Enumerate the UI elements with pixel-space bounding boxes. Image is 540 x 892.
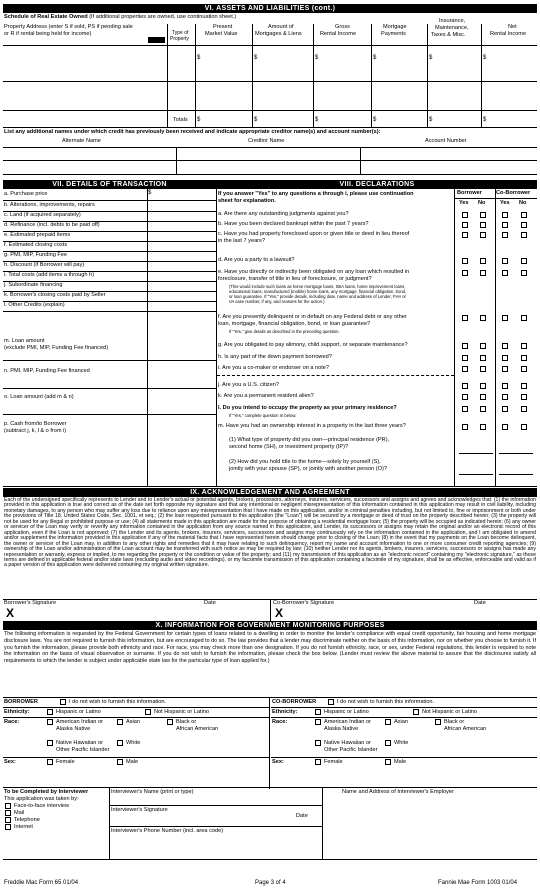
method-checkbox[interactable]	[5, 824, 11, 830]
hawaiian-label: Other Pacific Islander	[56, 747, 110, 753]
section10-header: X. INFORMATION FOR GOVERNMENT MONITORING PURPOSES	[3, 621, 537, 630]
checkbox[interactable]	[480, 424, 486, 430]
checkbox[interactable]	[462, 315, 468, 321]
checkbox[interactable]	[502, 383, 508, 389]
section6-header: VI. ASSETS AND LIABILITIES (cont.)	[3, 4, 537, 13]
col-type-2: Property	[170, 36, 189, 42]
declaration-question: in the last 7 years?	[218, 238, 265, 244]
coborrower-signature-label: Co-Borrower's Signature	[273, 600, 335, 606]
checkbox[interactable]	[521, 270, 527, 276]
dollar: $	[315, 117, 319, 123]
checkbox[interactable]	[480, 222, 486, 228]
demographics-heading: CO-BORROWER	[272, 699, 317, 705]
footer-right: Fannie Mae Form 1003 01/04	[438, 880, 518, 886]
not-hispanic-label: Not Hispanic or Latino	[422, 709, 478, 715]
col-address-1: Property Address (enter S if sold, PS if pending sale	[4, 24, 133, 30]
declaration-question: d. Are you a party to a lawsuit?	[218, 257, 295, 263]
declaration-question: b. Have you been declared bankrupt within the past 7 years?	[218, 221, 369, 227]
checkbox[interactable]	[521, 222, 527, 228]
checkbox[interactable]	[521, 394, 527, 400]
asian-checkbox[interactable]	[385, 719, 391, 725]
hispanic-checkbox[interactable]	[47, 709, 53, 715]
black-label: African American	[176, 726, 219, 732]
checkbox[interactable]	[502, 394, 508, 400]
sex-label: Sex:	[272, 759, 284, 765]
hispanic-label: Hispanic or Latino	[56, 709, 101, 715]
checkbox[interactable]	[480, 270, 486, 276]
transaction-item-label: h. Discount (if Borrower will pay)	[4, 262, 85, 268]
declaration-question: loan, mortgage, financial obligation, bond, or loan guarantee?	[218, 321, 371, 327]
transaction-amount-field[interactable]	[148, 261, 215, 271]
schedule-heading: Schedule of Real Estate Owned	[4, 14, 88, 20]
checkbox[interactable]	[521, 366, 527, 372]
transaction-amount-field[interactable]	[148, 231, 215, 241]
dollar: $	[197, 117, 201, 123]
transaction-amount-field[interactable]	[148, 211, 215, 221]
transaction-item-label: f. Estimated closing costs	[4, 242, 68, 248]
borrower-col-label: Borrower	[457, 190, 482, 196]
declarations-intro-1: If you answer "Yes" to any questions a through i, please use continuation	[218, 191, 414, 197]
checkbox[interactable]	[502, 366, 508, 372]
checkbox[interactable]	[462, 406, 468, 412]
method-checkbox[interactable]	[5, 810, 11, 816]
checkbox[interactable]	[480, 212, 486, 218]
transaction-item-label: c. Land (if acquired separately)	[4, 212, 81, 218]
not-hispanic-label: Not Hispanic or Latino	[154, 709, 210, 715]
black-label: Black or	[444, 719, 465, 725]
col-mortgage-1: Amount of	[268, 24, 294, 30]
checkbox[interactable]	[521, 424, 527, 430]
no-wish-checkbox[interactable]	[328, 699, 334, 705]
checkbox[interactable]	[462, 394, 468, 400]
demographics-heading: BORROWER	[4, 699, 38, 705]
checkbox[interactable]	[521, 232, 527, 238]
transaction-amount-field[interactable]	[148, 368, 215, 380]
checkbox[interactable]	[502, 212, 508, 218]
black-label: African American	[444, 726, 487, 732]
hispanic-checkbox[interactable]	[315, 709, 321, 715]
dollar: $	[483, 117, 487, 123]
loan-total-label: o. Loan amount (add m & n)	[4, 394, 74, 400]
declaration-question: g. Are you obligated to pay alimony, child support, or separate maintenance?	[218, 342, 408, 348]
declaration-question: e. Have you directly or indirectly been obligated on any loan which resulted in	[218, 269, 410, 275]
checkbox[interactable]	[521, 258, 527, 264]
checkbox[interactable]	[462, 270, 468, 276]
interviewer-heading: To be Completed by Interviewer	[4, 789, 89, 795]
transaction-item-label: e. Estimated prepaid items	[4, 232, 71, 238]
col-insurance-1: Insurance,	[439, 18, 466, 24]
hawaiian-label: Native Hawaiian or	[324, 740, 371, 746]
black-checkbox[interactable]	[167, 719, 173, 725]
yes-label: Yes	[500, 200, 510, 206]
checkbox[interactable]	[480, 343, 486, 349]
no-wish-label: I do not wish to furnish this information.	[337, 699, 435, 705]
american-indian-label: American Indian or	[56, 719, 103, 725]
col-net-1: Net	[508, 24, 517, 30]
checkbox[interactable]	[462, 366, 468, 372]
checkbox[interactable]	[502, 355, 508, 361]
arrow-down-icon	[148, 37, 165, 43]
method-checkbox[interactable]	[5, 817, 11, 823]
american-indian-checkbox[interactable]	[47, 719, 53, 725]
declaration-note: If "Yes," give details as described in the preceding question.	[229, 329, 340, 334]
no-label: No	[478, 200, 486, 206]
declaration-note: VA case number, if any, and reasons for the action.)	[229, 299, 325, 304]
col-payments-2: Payments	[381, 31, 406, 37]
checkbox[interactable]	[462, 258, 468, 264]
asian-checkbox[interactable]	[117, 719, 123, 725]
american-indian-checkbox[interactable]	[315, 719, 321, 725]
method-label: Face-to-face interview	[14, 803, 70, 809]
declaration-question: m. Have you had an ownership interest in a property in the last three years?	[218, 423, 406, 429]
footer-center: Page 3 of 4	[255, 880, 286, 886]
declarations-intro-2: sheet for explanation.	[218, 198, 276, 204]
account-number-label: Account Number	[425, 138, 467, 144]
female-label: Female	[56, 759, 75, 765]
acknowledgement-text: Each of the undersigned specifically represents to Lender and to Lender's actual or potential agents, brokers, processors, attorneys, insurers, servicers, successors and assigns and agrees and acknowledges that: (1) the information provided in this application is true and correct as of the date set forth opposite my signature and that any intentional or negligent misrepresentation of this information contained in this application may result in civil liability, including monetary damages, to any person who may suffer any loss due to reliance upon any misrepresentation that I have made on this application, and/or in criminal penalties including, but not limited to, fine or imprisonment or both under the provisions of Title 18, United States Code, Sec. 1001, et seq.; (2) the loan requested pursuant to this application (the "Loan") will be secured by a mortgage or deed of trust on the property described herein; (3) the property will not be used for any illegal or prohibited purpose or use; (4) all statements made in this application are made for the purpose of obtaining a residential mortgage loan; (5) the property will be occupied as indicated herein; (6) any owner or servicer of the Loan may verify or reverify any information contained in the application from any source named in this application, and Lender, its successors or assigns may retain the original and/or an electronic record of this application, even if the Loan is not approved; (7) the Lender and its agents, brokers, insurers, servicers, successors and assigns may continuously rely on the information contained in the application, and I am obligated to amend and/or supplement the information provided in this application if any of the material facts that I have represented herein should change prior to closing of the Loan; (8) in the event that my payments on the Loan become delinquent, the owner or servicer of the Loan may, in addition to any other rights and remedies that it may have relating to such delinquency, report my name and account information to one or more consumer credit reporting agencies; (9) ownership of the Loan and/or administration of the Loan account may be transferred with such notice as may be required by law; (10) neither Lender nor its agents, brokers, insurers, servicers, successors or assigns has made any representation or warranty, express or implied, to me regarding the property or the condition or value of the property; and (11) my transmission of this application as an "electronic record" containing my "electronic signature," as those terms are defined in applicable federal and/or state laws (excluding audio and video recordings), or my facsimile transmission of this application containing a facsimile of my signature, shall be as effective, enforceable and valid as if a paper version of this application were delivered containing my original written signature.	[4, 497, 536, 569]
date-label: Date	[204, 600, 216, 606]
additional-names-label: List any additional names under which credit has previously been received and indicate appropriate creditor name(s) and account number(s):	[4, 129, 381, 135]
creditor-name-label: Creditor Name	[248, 138, 285, 144]
alternate-name-label: Alternate Name	[62, 138, 101, 144]
col-address-2: or R if rental being held for income)	[4, 31, 92, 37]
dollar: $	[429, 55, 433, 61]
checkbox[interactable]	[480, 406, 486, 412]
transaction-amount-field[interactable]	[148, 338, 215, 350]
transaction-amount-field[interactable]	[148, 251, 215, 261]
monitoring-text: The following information is requested by the Federal Government for certain types of loans related to a dwelling in order to monitor the lender's compliance with equal credit opportunity, fair housing and home mortgage disclosure laws. You are not required to furnish this information, but are encouraged to do so. The law provides that a lender may discriminate neither on the basis of this information, nor on whether you choose to furnish it. If you furnish the information, please provide both ethnicity and race. For race, you may check more than one designation. If you do not furnish ethnicity, race, or sex, under Federal regulations, this lender is required to note the information on the basis of visual observation or surname. If you do not wish to furnish the information, please check the box below. (Lender must review the above material to assure that the disclosures satisfy all requirements to which the lender is subject under applicable state law for the particular type of loan applied for.)	[4, 631, 536, 665]
loan-amount-label: m. Loan amount	[4, 338, 45, 344]
sex-label: Sex:	[4, 759, 16, 765]
col-payments-1: Mortgage	[383, 24, 407, 30]
transaction-item-label: j. Subordinate financing	[4, 282, 63, 288]
loan-amount-note: (exclude PMI, MIP, Funding Fee financed)	[4, 345, 109, 351]
checkbox[interactable]	[521, 343, 527, 349]
section9-header: IX. ACKNOWLEDGEMENT AND AGREEMENT	[3, 488, 537, 497]
dollar: $	[254, 117, 258, 123]
checkbox[interactable]	[462, 424, 468, 430]
checkbox[interactable]	[521, 355, 527, 361]
checkbox[interactable]	[502, 343, 508, 349]
not-hispanic-checkbox[interactable]	[145, 709, 151, 715]
transaction-amount-field[interactable]	[148, 301, 215, 311]
declaration-question: foreclosure, transfer of title in lieu of foreclosure, or judgment?	[218, 276, 372, 282]
transaction-item-label: d. Refinance (incl. debts to be paid off)	[4, 222, 100, 228]
black-checkbox[interactable]	[435, 719, 441, 725]
dollar: $	[197, 55, 201, 61]
declaration-question: f. Are you presently delinquent or in default on any Federal debt or any other	[218, 314, 407, 320]
cash-borrower-label: p. Cash from/to Borrower	[4, 421, 67, 427]
interviewer-phone-label: Interviewer's Phone Number (incl. area code)	[111, 828, 224, 834]
american-indian-label: Alaska Native	[324, 726, 359, 732]
dollar: $	[315, 55, 319, 61]
totals-label: Totals	[173, 117, 188, 123]
cash-borrower-note: (subtract j, k, l & o from i)	[4, 428, 67, 434]
dollar: $	[373, 117, 377, 123]
transaction-amount-field[interactable]	[148, 241, 215, 251]
col-gross-1: Gross	[335, 24, 350, 30]
checkbox[interactable]	[462, 343, 468, 349]
method-label: Mail	[14, 810, 25, 816]
checkbox[interactable]	[462, 222, 468, 228]
interviewer-employer-label: Name and Address of Interviewer's Employer	[342, 789, 454, 795]
declaration-question: a. Are there any outstanding judgments against you?	[218, 211, 349, 217]
transaction-amount-field[interactable]	[148, 201, 215, 211]
white-checkbox[interactable]	[385, 740, 391, 746]
asian-label: Asian	[394, 719, 408, 725]
declaration-question: (1) What type of property did you own—principal residence (PR),	[229, 437, 390, 443]
declaration-question: (2) How did you hold title to the home—solely by yourself (S),	[229, 459, 381, 465]
col-market-2: Market Value	[205, 31, 238, 37]
dollar: $	[373, 55, 377, 61]
checkbox[interactable]	[480, 366, 486, 372]
white-label: White	[394, 740, 409, 746]
checkbox[interactable]	[502, 232, 508, 238]
checkbox[interactable]	[462, 355, 468, 361]
declaration-question: h. Is any part of the down payment borrowed?	[218, 354, 332, 360]
declaration-note: (This would include such loans as home mortgage loans, SBA loans, home improvement loans,	[229, 284, 406, 289]
american-indian-label: Alaska Native	[56, 726, 91, 732]
transaction-amount-field[interactable]	[148, 291, 215, 301]
hispanic-label: Hispanic or Latino	[324, 709, 369, 715]
coborrower-signature-field[interactable]: X	[275, 606, 284, 620]
coborrower-col-label: Co-Borrower	[496, 190, 531, 196]
transaction-amount-field[interactable]	[148, 281, 215, 291]
borrower-signature-label: Borrower's Signature	[4, 600, 57, 606]
transaction-amount-field[interactable]	[148, 221, 215, 231]
dollar: $	[148, 190, 152, 196]
transaction-item-label: i. Total costs (add items a through h)	[4, 272, 95, 278]
footer-left: Freddie Mac Form 65 01/04	[4, 880, 79, 886]
interviewer-name-label: Interviewer's Name (print or type)	[111, 789, 194, 795]
male-label: Male	[394, 759, 407, 765]
declaration-note: or loan guarantee. If "Yes," provide details, including date, name and address of Lender, FHA or	[229, 294, 406, 299]
method-label: Telephone	[14, 817, 40, 823]
section7-header: VII. DETAILS OF TRANSACTION	[3, 180, 216, 189]
col-insurance-3: Taxes & Misc.	[431, 32, 466, 38]
transaction-item-label: b. Alterations, improvements, repairs	[4, 202, 95, 208]
method-checkbox[interactable]	[5, 803, 11, 809]
checkbox[interactable]	[521, 315, 527, 321]
checkbox[interactable]	[480, 355, 486, 361]
no-wish-checkbox[interactable]	[60, 699, 66, 705]
white-label: White	[126, 740, 141, 746]
method-label: Internet	[14, 824, 33, 830]
interviewer-signature-label: Interviewer's Signature	[111, 807, 168, 813]
transaction-item-label: a. Purchase price	[4, 191, 48, 197]
checkbox[interactable]	[480, 315, 486, 321]
transaction-amount-field[interactable]	[148, 190, 215, 200]
interviewer-date-label: Date	[296, 813, 308, 819]
asian-label: Asian	[126, 719, 140, 725]
checkbox[interactable]	[521, 212, 527, 218]
checkbox[interactable]	[480, 394, 486, 400]
schedule-note: (If additional properties are owned, use continuation sheet.)	[89, 14, 237, 20]
declaration-question: c. Have you had property foreclosed upon or given title or deed in lieu thereof	[218, 231, 410, 237]
col-insurance-2: Maintenance,	[435, 25, 469, 31]
transaction-item-label: k. Borrower's closing costs paid by Seller	[4, 292, 106, 298]
declaration-note: educational loans, manufactured (mobile) home loans, any mortgage, financial obligation, bond,	[229, 289, 407, 294]
transaction-amount-field[interactable]	[148, 271, 215, 281]
black-label: Black or	[176, 719, 197, 725]
dollar: $	[483, 55, 487, 61]
declaration-question: jointly with your spouse (SP), or jointly with another person (O)?	[229, 466, 387, 472]
borrower-signature-field[interactable]: X	[6, 606, 15, 620]
checkbox[interactable]	[462, 212, 468, 218]
hawaiian-checkbox[interactable]	[47, 740, 53, 746]
yes-label: Yes	[459, 200, 469, 206]
transaction-item-label: g. PMI, MIP, Funding Fee	[4, 252, 68, 258]
hawaiian-label: Native Hawaiian or	[56, 740, 103, 746]
transaction-item-label: l. Other Credits (explain)	[4, 302, 65, 308]
no-wish-label: I do not wish to furnish this information.	[69, 699, 167, 705]
checkbox[interactable]	[521, 406, 527, 412]
female-checkbox[interactable]	[47, 759, 53, 765]
checkbox[interactable]	[502, 424, 508, 430]
checkbox[interactable]	[462, 383, 468, 389]
checkbox[interactable]	[502, 270, 508, 276]
declaration-question: k. Are you a permanent resident alien?	[218, 393, 314, 399]
transaction-amount-field[interactable]	[148, 394, 215, 406]
checkbox[interactable]	[502, 222, 508, 228]
no-label: No	[519, 200, 527, 206]
female-checkbox[interactable]	[315, 759, 321, 765]
hawaiian-checkbox[interactable]	[315, 740, 321, 746]
checkbox[interactable]	[462, 232, 468, 238]
declaration-note: If "Yes," complete question m below.	[229, 413, 297, 418]
col-gross-2: Rental Income	[320, 31, 357, 37]
american-indian-label: American Indian or	[324, 719, 371, 725]
race-label: Race:	[4, 719, 20, 725]
declaration-question: j. Are you a U.S. citizen?	[218, 382, 279, 388]
ethnicity-label: Ethnicity:	[272, 709, 298, 715]
col-mortgage-2: Mortgages & Liens	[255, 31, 302, 37]
checkbox[interactable]	[502, 406, 508, 412]
pmi-financed-label: n. PMI, MIP, Funding Fee financed	[4, 368, 90, 374]
date-label: Date	[474, 600, 486, 606]
declaration-question: i. Are you a co-maker or endorser on a note?	[218, 365, 330, 371]
not-hispanic-checkbox[interactable]	[413, 709, 419, 715]
male-checkbox[interactable]	[117, 759, 123, 765]
col-type-1: Type of	[172, 30, 189, 36]
checkbox[interactable]	[480, 383, 486, 389]
checkbox[interactable]	[502, 258, 508, 264]
white-checkbox[interactable]	[117, 740, 123, 746]
transaction-amount-field[interactable]	[148, 421, 215, 433]
checkbox[interactable]	[502, 315, 508, 321]
col-market-1: Present	[213, 24, 233, 30]
male-label: Male	[126, 759, 139, 765]
taken-by-label: This application was taken by:	[4, 796, 79, 802]
checkbox[interactable]	[480, 232, 486, 238]
col-net-2: Rental Income	[490, 31, 527, 37]
hawaiian-label: Other Pacific Islander	[324, 747, 378, 753]
checkbox[interactable]	[521, 383, 527, 389]
dollar: $	[429, 117, 433, 123]
male-checkbox[interactable]	[385, 759, 391, 765]
section8-header: VIII. DECLARATIONS	[217, 180, 537, 189]
declaration-question: l. Do you intend to occupy the property as your primary residence?	[218, 405, 397, 411]
declaration-question: second home (SH), or investment property (IP)?	[229, 444, 349, 450]
race-label: Race:	[272, 719, 288, 725]
ethnicity-label: Ethnicity:	[4, 709, 30, 715]
female-label: Female	[324, 759, 343, 765]
dollar: $	[254, 55, 258, 61]
checkbox[interactable]	[480, 258, 486, 264]
